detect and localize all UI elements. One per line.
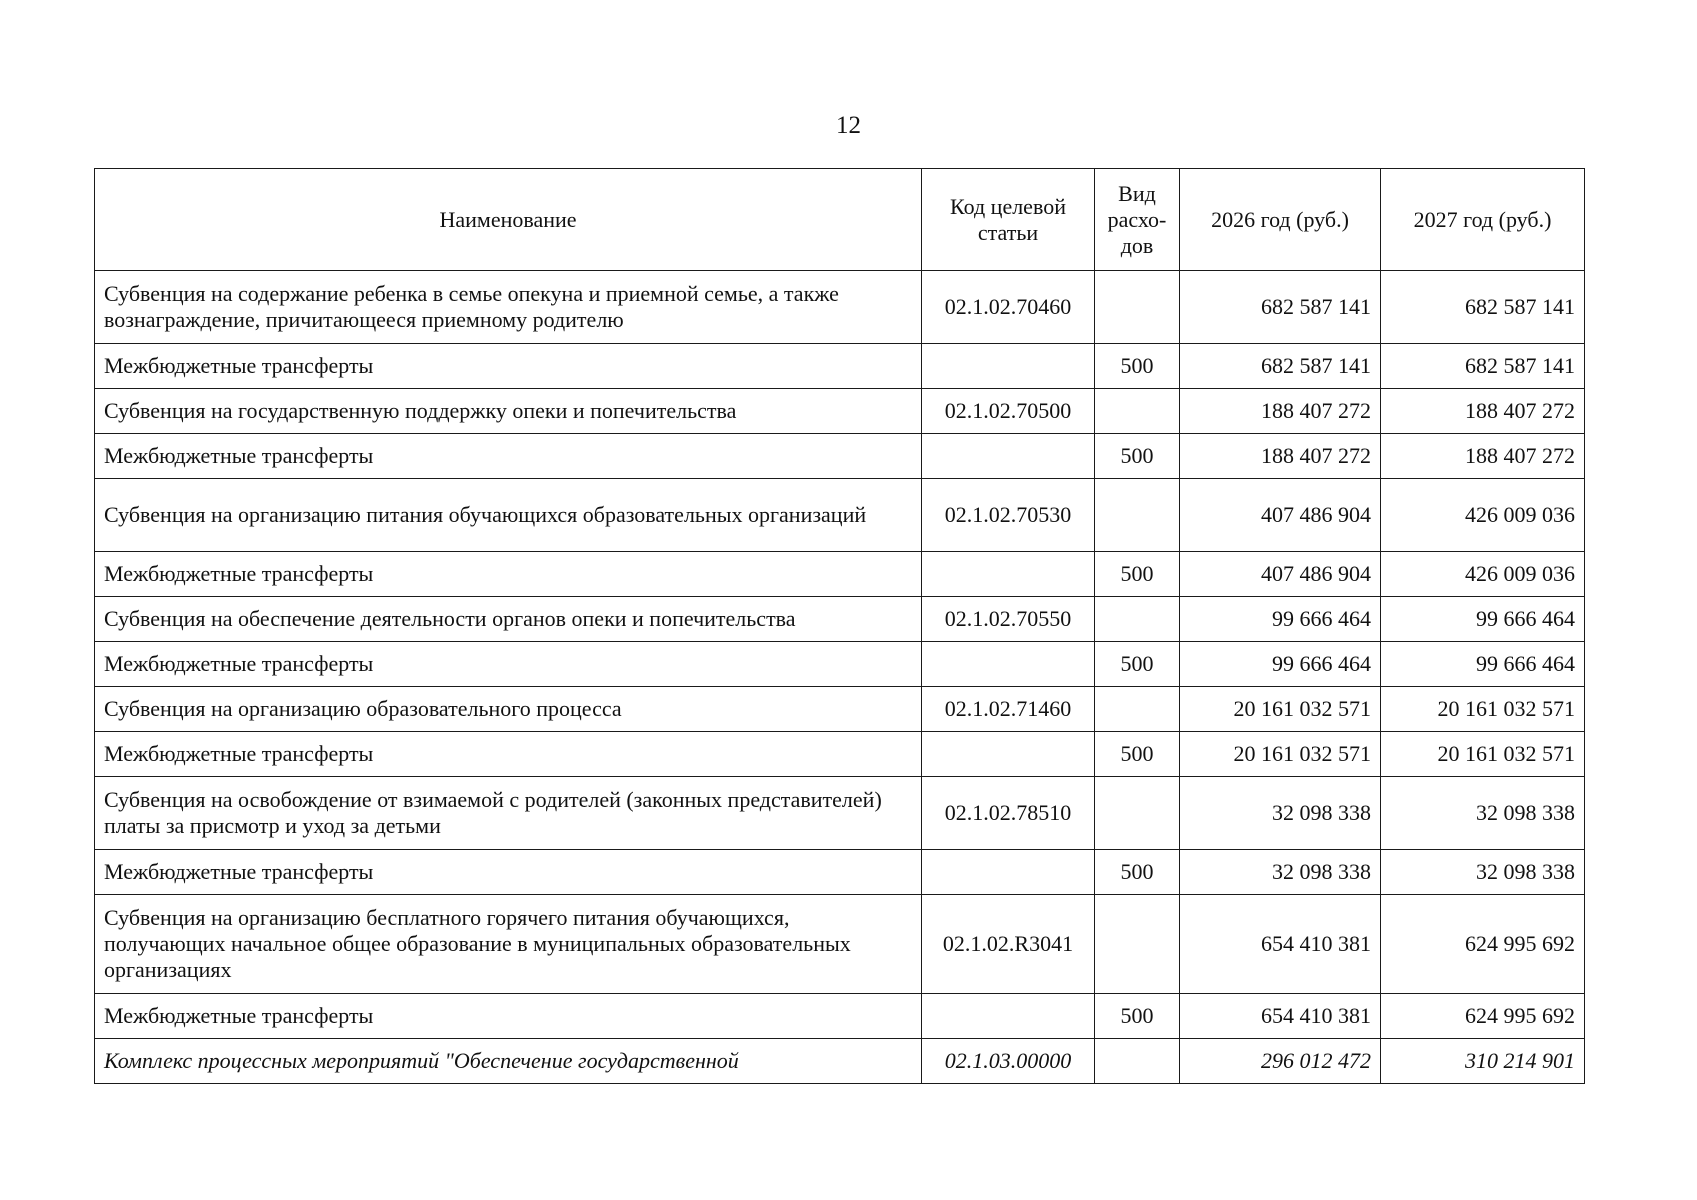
cell-kind [1095,389,1180,434]
cell-2027: 310 214 901 [1381,1039,1585,1084]
cell-2027: 624 995 692 [1381,994,1585,1039]
cell-2026: 20 161 032 571 [1180,687,1381,732]
cell-code: 02.1.02.78510 [922,777,1095,850]
cell-name: Субвенция на освобождение от взимаемой с родителей (законных представителей) платы за присмотр и уход за детьми [95,777,922,850]
page-number: 12 [836,112,861,139]
cell-code: 02.1.02.71460 [922,687,1095,732]
cell-kind [1095,597,1180,642]
header-year-2026: 2026 год (руб.) [1180,169,1381,271]
cell-2026: 407 486 904 [1180,479,1381,552]
header-code: Код целевой статьи [922,169,1095,271]
cell-kind [1095,895,1180,994]
cell-kind [1095,687,1180,732]
cell-2027: 188 407 272 [1381,434,1585,479]
cell-2027: 99 666 464 [1381,642,1585,687]
header-kind: Вид расхо-дов [1095,169,1180,271]
cell-name: Субвенция на содержание ребенка в семье опекуна и приемной семье, а также вознаграждение, причитающееся приемному родителю [95,271,922,344]
cell-code: 02.1.02.70550 [922,597,1095,642]
table-row [95,389,1585,434]
budget-table [94,168,1585,1084]
table-row [95,777,1585,850]
cell-kind [1095,1039,1180,1084]
table-row [95,271,1585,344]
header-name: Наименование [95,169,922,271]
cell-name: Межбюджетные трансферты [95,434,922,479]
cell-code [922,434,1095,479]
table-row [95,434,1585,479]
table-row [95,344,1585,389]
cell-2026: 654 410 381 [1180,895,1381,994]
cell-name: Субвенция на организацию бесплатного горячего питания обучающихся, получающих начальное общее образование в муниципальных образовательных организациях [95,895,922,994]
cell-2027: 426 009 036 [1381,552,1585,597]
cell-kind: 500 [1095,994,1180,1039]
table-row [95,597,1585,642]
cell-2027: 188 407 272 [1381,389,1585,434]
table-row [95,732,1585,777]
cell-code: 02.1.02.70460 [922,271,1095,344]
cell-name: Межбюджетные трансферты [95,344,922,389]
cell-2026: 407 486 904 [1180,552,1381,597]
cell-2026: 682 587 141 [1180,344,1381,389]
cell-code: 02.1.02.R3041 [922,895,1095,994]
cell-code: 02.1.03.00000 [922,1039,1095,1084]
table-row [95,850,1585,895]
cell-2026: 32 098 338 [1180,777,1381,850]
cell-2027: 32 098 338 [1381,850,1585,895]
cell-name: Межбюджетные трансферты [95,732,922,777]
table-row [95,994,1585,1039]
cell-kind: 500 [1095,642,1180,687]
cell-2026: 188 407 272 [1180,434,1381,479]
cell-name: Межбюджетные трансферты [95,850,922,895]
cell-2027: 682 587 141 [1381,344,1585,389]
cell-2026: 188 407 272 [1180,389,1381,434]
cell-name: Межбюджетные трансферты [95,552,922,597]
cell-2027: 32 098 338 [1381,777,1585,850]
cell-code [922,994,1095,1039]
cell-2026: 99 666 464 [1180,597,1381,642]
cell-2026: 654 410 381 [1180,994,1381,1039]
cell-kind [1095,271,1180,344]
cell-name: Межбюджетные трансферты [95,642,922,687]
cell-2026: 20 161 032 571 [1180,732,1381,777]
cell-2027: 99 666 464 [1381,597,1585,642]
cell-kind: 500 [1095,850,1180,895]
cell-code [922,732,1095,777]
cell-code: 02.1.02.70500 [922,389,1095,434]
table-row [95,895,1585,994]
cell-2026: 32 098 338 [1180,850,1381,895]
cell-kind: 500 [1095,344,1180,389]
cell-2026: 296 012 472 [1180,1039,1381,1084]
table-row [95,1039,1585,1084]
cell-name: Субвенция на организацию образовательного процесса [95,687,922,732]
table-header-row [95,169,1585,271]
cell-code [922,850,1095,895]
cell-kind: 500 [1095,732,1180,777]
cell-code [922,642,1095,687]
cell-code [922,344,1095,389]
cell-name: Межбюджетные трансферты [95,994,922,1039]
cell-name: Комплекс процессных мероприятий "Обеспечение государственной [95,1039,922,1084]
table-row [95,552,1585,597]
cell-2026: 682 587 141 [1180,271,1381,344]
cell-2027: 624 995 692 [1381,895,1585,994]
cell-code [922,552,1095,597]
cell-code: 02.1.02.70530 [922,479,1095,552]
cell-2027: 20 161 032 571 [1381,687,1585,732]
cell-2027: 682 587 141 [1381,271,1585,344]
cell-2027: 426 009 036 [1381,479,1585,552]
table-row [95,642,1585,687]
cell-name: Субвенция на обеспечение деятельности органов опеки и попечительства [95,597,922,642]
cell-name: Субвенция на государственную поддержку опеки и попечительства [95,389,922,434]
cell-kind [1095,479,1180,552]
cell-2026: 99 666 464 [1180,642,1381,687]
cell-name: Субвенция на организацию питания обучающихся образовательных организаций [95,479,922,552]
table-row [95,479,1585,552]
cell-2027: 20 161 032 571 [1381,732,1585,777]
cell-kind [1095,777,1180,850]
cell-kind: 500 [1095,552,1180,597]
header-year-2027: 2027 год (руб.) [1381,169,1585,271]
cell-kind: 500 [1095,434,1180,479]
table-row [95,687,1585,732]
